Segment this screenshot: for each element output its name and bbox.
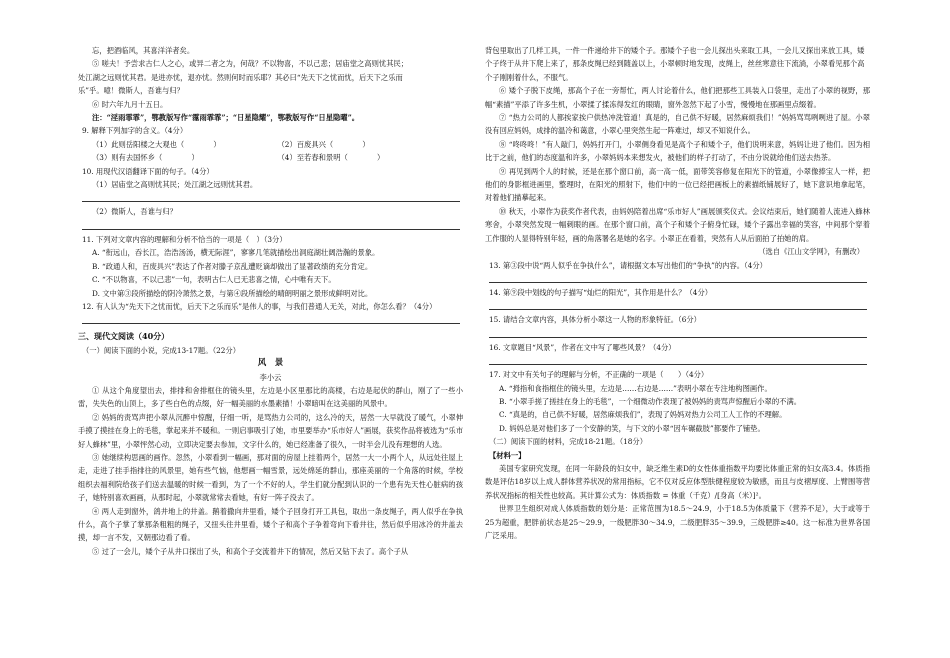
reading-intro: （二）阅读下面的材料，完成18-21题。（18分）: [489, 437, 648, 447]
question-11: 11. 下列对文章内容的理解和分析不恰当的一项是（ ）（3分）: [82, 234, 287, 244]
story-paragraph: ⑩ 秋天，小翠作为获奖作者代表，由妈妈陪着出席“乐市好人”画展颁奖仪式。会议结束后，她们随着人流进入蜂林寒舍，小翠突然发现一幅刺眼的画。在那个窗口前，高个子和矮个子俯身忙碌，矮个子露出幸福的笑容，中间那个穿着工作服的人显得特别年轻，画的角落署名是她的名字。小翠正在看着，突然有人从后面拍了拍她的肩。: [485, 206, 870, 243]
right-column: [485, 44, 870, 542]
answer-line[interactable]: [489, 300, 867, 310]
material-paragraph: 美国专家研究发现，在同一年龄段的妇女中，缺乏维生素D的女性体重指数平均要比体重正常的妇女高3.4。体质指数是评估18岁以上成人群体营养状况的常用指标，它不仅对反应体型肤健程度较为敏感，而且与皮褶厚度、上臂围等营养状况指标的相关性也较高。其计算公式为：体质指数 = 体重（千克）/[身高（米）]²。: [485, 463, 870, 500]
q9-item: （1）此则岳阳楼之大观也（ ）: [92, 139, 221, 149]
q9-row: [78, 151, 463, 164]
text-line: 忘，把酒临风，其喜洋洋者矣。: [92, 46, 195, 55]
q9-item: （4）至若春和景明（ ）: [277, 153, 385, 163]
q11-option-b: B. “政通人和，百废具兴”表达了作者对滕子京乱遭贬谪却做出了显著政绩的充分肯定。: [92, 261, 373, 271]
story-paragraph: ② 妈妈的责骂声把小翠从沉醉中惊醒，仔细一听，是骂热力公司的，这么冷的天，居然一大早就没了暖气，小翠伸手摸了摸挂在身上的毛毯，掌起来并不暖和。一则启事吸引了她，市里要举办“乐市好人”画展，获奖作品将被选为“乐市好人蜂林”里，小翠怦然心动，立即决定要去参加，文字什么的，她已经准备了很久，一时半会儿没有理想的人选。: [78, 412, 463, 449]
material-label: 【材料一】: [489, 450, 526, 460]
question-17: 17. 对文中有关句子的理解与分析，不正确的一项是（ ）（4分）: [489, 370, 709, 380]
text-line: ⑥ 时六年九月十五日。: [92, 99, 168, 109]
material-paragraph: 世界卫生组织对成人体质指数的划分是：正常范围为18.5～24.9，小于18.5为体质量下（营养不足），大于或等于25为超重，肥胖前状态是25～29.9，一级肥胖30～34.9，二级肥胖35～39.9，三级肥胖≥40。这一标准为世界各国广泛采用。: [485, 504, 870, 540]
story-source: （选自《江山文学网》，有删改）: [758, 247, 864, 257]
story-paragraph: ① 从这个角度望出去，排排和舍排框住的镜头里，左边是小区里那比的高楼，右边是起伏的群山，刚了了一些小雷，失失色的山顶上，多了些白色的点缀，好一幅美丽的水墨素描！小翠暗叫在这美丽的风景中。: [78, 385, 463, 409]
story-paragraph: ⑧ “咚咚咚！”有人敲门，妈妈打开门，小翠侧身看见是高个子和矮个子，他们说明来意，妈妈让进了他们。因为相比于之前，他们的态度温和许多，小翠妈妈本来想发火，被他们的样子打动了，不由分说就给他们送去热茶。: [485, 139, 870, 163]
answer-line[interactable]: [82, 192, 460, 202]
q11-option-a: A. “衔远山，吞长江，浩浩汤汤，横无际涯”，寥寥几笔就描绘出洞庭湖壮阔浩瀚的景象。: [92, 248, 380, 258]
q17-option-a: A. “拇指和食指框住的镜头里，左边是……右边是……”表明小翠在专注地构图画作。: [499, 383, 772, 393]
question-14: 14. 第⑨段中划线的句子描写“灿烂的阳光”，其作用是什么？（4分）: [489, 287, 713, 297]
question-13: 13. 第③段中说“两人似乎在争执什么”，请根据文本写出他们的“争执”的内容。（4分）: [489, 260, 767, 270]
q17-option-d: D. 妈妈总是对他们多了一个安静的笑，与下文的小翠“因车碾截肢”都要作了铺垫。: [499, 423, 765, 433]
q9-item: （2）百废具兴（ ）: [277, 139, 370, 149]
text-line: 处江湖之远则忧其君。是进亦忧，退亦忧。然则何时而乐耶？其必曰“先天下之忧而忧，后天下之乐而: [78, 72, 403, 82]
story-paragraph: ⑨ 再见到两个人的时候，还是在那个窗口前，高一高一低，面带笑容修复在阳光下的管道，小翠像捧宝人一样，把他们的身影框进画里，整理时，在阳光的照射下，他们中的一位已经把画板上的素描纸铺展好了，她下意识地拿起笔，对着他们描摹起来。: [485, 166, 870, 203]
q9-item: （3）则有去国怀乡（ ）: [92, 153, 199, 163]
q11-option-c: C. “不以物喜，不以己悲”一句，表明古仁人已无悲喜之情，心中唯有天下。: [92, 275, 336, 285]
story-title: 风 景: [257, 358, 284, 369]
answer-line[interactable]: [82, 220, 460, 230]
q17-option-c: C. “真是的，自己供不好暖，居然麻烦我们”，表现了妈妈对热力公司工人工作的不理解。: [499, 410, 787, 420]
answer-line[interactable]: [489, 328, 867, 338]
story-paragraph: ⑤ 过了一会儿，矮个子从井口探出了头，和高个子交流着井下的情况，然后又钻下去了。高个子从: [92, 546, 409, 556]
story-paragraph: ④ 两人走到窗外，鸽井地上的井盖。鹅着撒向井里看，矮个子回身打开工具包，取出一条皮绳子，两人似乎在争执什么，高个子掌了掌那条粗粗的绳子，又扭头往井里看，矮个子和高个子争着弯向下看井往，然后似乎用冰冷的井盖去摸，却一言不发，又朝那边看了看。: [78, 506, 463, 543]
question-16: 16. 文章题目“风景”，作者在文中写了哪些风景？（4分）: [489, 342, 676, 352]
story-author: 李小云: [259, 372, 282, 382]
reading-intro: （一）阅读下面的小说，完成13-17题。（22分）: [82, 345, 241, 355]
text-line: ⑤ 嗟夫！予尝求古仁人之心，或异二者之为，何哉？不以物喜，不以己悲；居庙堂之高则忧其民；: [92, 59, 409, 69]
question-10: 10. 用现代汉语翻译下面的句子。（4分）: [82, 166, 214, 176]
answer-line[interactable]: [489, 273, 867, 283]
answer-line[interactable]: [82, 314, 460, 324]
q9-row: [78, 138, 463, 151]
q10-sentence-1: （1）居庙堂之高则忧其民；处江湖之远则忧其君。: [92, 180, 258, 190]
section-heading: 三、现代文阅读（40分）: [78, 331, 170, 342]
q10-sentence-2: （2）微斯人，吾谁与归？: [92, 207, 177, 217]
question-9: 9. 解释下列加字的含义。（4分）: [82, 126, 188, 136]
text-line: 乐”乎。噫！微斯人，吾谁与归？: [78, 86, 184, 96]
story-paragraph: ⑦ “热力公司的人都挨家挨户供热冲洗管道！真是的，自己供不好暖，居然麻烦我们！”妈妈骂骂咧咧进了屋。小翠没有回应妈妈，成排的温冷和蔼意，小翠心里突然生起一阵难过，却又不知说什么。: [485, 113, 870, 136]
q11-option-d: D. 文中第③段所描绘的阴冷萧然之景，与第④段所描绘的晴朗明丽之景形成鲜明对比。: [92, 288, 373, 298]
q17-option-b: B. “小翠手搓了搓挂在身上的毛毯”，一个细微动作表现了被妈妈的责骂声惊醒后小翠的不满。: [499, 396, 802, 406]
story-paragraph: ⑥ 矮个子脱下皮绳，那高个子在一旁帮忙，两人讨论着什么，他们把那些工具装入口袋里，走出了小翠的视野，那幅“素描”平添了许多生机，小翠揉了揉冻得发红的眼睛，窗外忽然下起了小雪，慢慢地在那画里点缀着。: [485, 86, 870, 109]
story-paragraph: 背包里取出了几样工具，一件一件递给井下的矮个子。那矮个子也一会儿探出头来取工具，一会儿又探出来放工具，矮个子终于从井下爬上来了，那条皮绳已经到随盖以上，小翠顿时地发现，皮绳上，丝丝寒意往下流淌，小翠看见那个高个子刚刚着什么，不服气。: [485, 46, 865, 82]
note-line: 注：“淫雨霏霏”，鄂教版写作“霪雨霏霏”；“日星隐耀”，鄂教版写作“日星隐曜”。: [92, 113, 360, 123]
left-column: [78, 44, 463, 558]
answer-line[interactable]: [489, 355, 867, 365]
question-15: 15. 请结合文章内容，具体分析小翠这一人物的形象特征。（6分）: [489, 315, 701, 325]
story-paragraph: ③ 她继续构思画的画作。忽然，小翠看到一幅画，那对面的房屋上挂着两个，居然一大一小两个人，从远处往屋上走，走进了挂手指排往的风景里，她有些气恼，他想画一幅雪景，远处绵延的群山，那座美丽的一个角落的时候，学校组织去福利院给孩子们送去温暖的时候一看到，为了一个不好的人，学生们就分配到认识的一个患有先天性心脏病的孩子，她特别喜欢画画，从那时起，小翠就常常去看她，有好一阵子没去了。: [78, 452, 463, 503]
question-12: 12. 有人认为“先天下之忧而忧，后天下之乐而乐”是伟人的事，与我们普通人无关，对此，你怎么看？（4分）: [82, 301, 437, 311]
